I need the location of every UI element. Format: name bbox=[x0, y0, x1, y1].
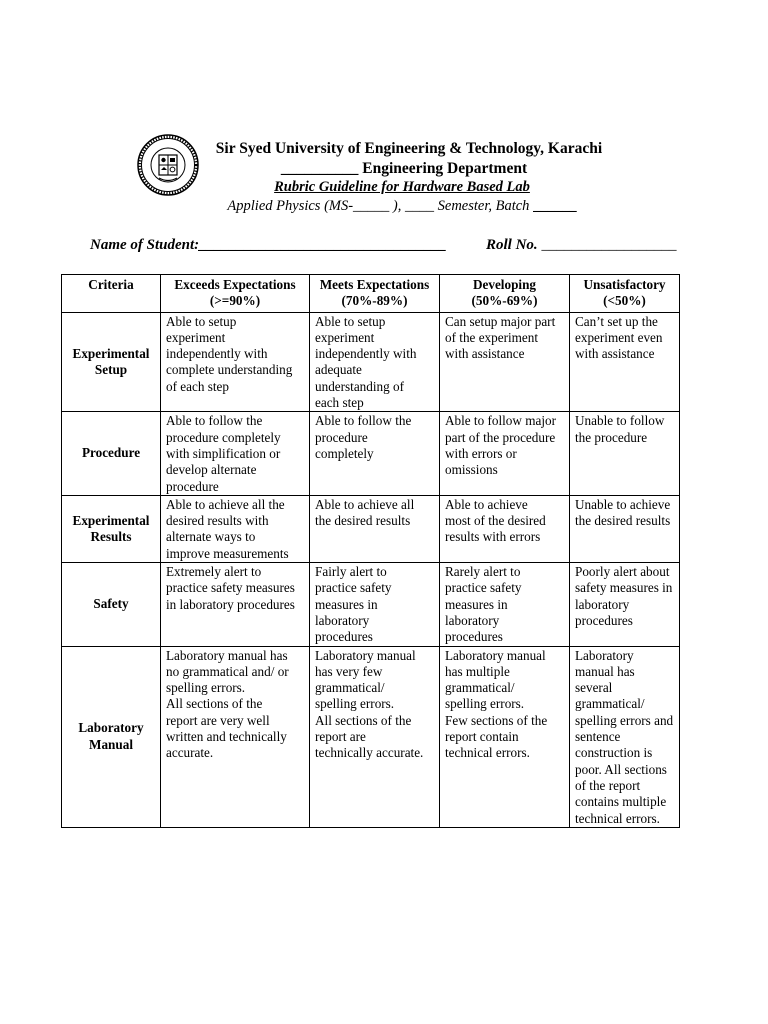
rubric-cell: Able to follow the procedure completely bbox=[310, 412, 440, 495]
header-unsatisfactory: Unsatisfactory (<50%) bbox=[570, 275, 680, 313]
table-row bbox=[62, 646, 680, 827]
rubric-cell: Extremely alert to practice safety measures in laboratory procedures bbox=[161, 563, 310, 646]
batch-blank: ______ bbox=[533, 198, 577, 214]
criteria-cell: Procedure bbox=[62, 412, 161, 495]
roll-number-field bbox=[486, 237, 676, 254]
rubric-cell: Can’t set up the experiment even with assistance bbox=[570, 312, 680, 412]
criteria-cell: Experimental Results bbox=[62, 495, 161, 562]
rubric-cell: Unable to achieve the desired results bbox=[570, 495, 680, 562]
rubric-cell: Rarely alert to practice safety measures in laboratory procedures bbox=[440, 563, 570, 646]
rubric-cell: Laboratory manual has several grammatical/ spelling errors and sentence construction is poor. All sections of the report contains multiple technical errors. bbox=[570, 646, 680, 827]
student-name-label: Name of Student: bbox=[90, 237, 200, 253]
rubric-cell: Able to achieve all the desired results with alternate ways to improve measurements bbox=[161, 495, 310, 562]
header-developing: Developing (50%-69%) bbox=[440, 275, 570, 313]
rubric-cell: Poorly alert about safety measures in laboratory procedures bbox=[570, 563, 680, 646]
rubric-cell: Laboratory manual has multiple grammatical/ spelling errors. Few sections of the report contain technical errors. bbox=[440, 646, 570, 827]
rubric-cell: Able to achieve most of the desired results with errors bbox=[440, 495, 570, 562]
header-meets-expectations: Meets Expectations (70%-89%) bbox=[310, 275, 440, 313]
header-exceeds-expectations: Exceeds Expectations (>=90%) bbox=[161, 275, 310, 313]
rubric-cell: Able to follow the procedure completely with simplification or develop alternate procedure bbox=[161, 412, 310, 495]
rubric-title: Rubric Guideline for Hardware Based Lab bbox=[274, 179, 530, 195]
table-row bbox=[62, 412, 680, 495]
rubric-cell: Able to setup experiment independently with complete understanding of each step bbox=[161, 312, 310, 412]
rubric-cell: Can setup major part of the experiment with assistance bbox=[440, 312, 570, 412]
roll-number-label: Roll No. bbox=[486, 237, 538, 253]
header-criteria: Criteria bbox=[62, 275, 161, 313]
header-row bbox=[62, 275, 680, 313]
course-line bbox=[0, 198, 768, 215]
course-info: Applied Physics (MS-_____ ), ____ Semester, Batch bbox=[227, 198, 530, 214]
rubric-cell: Laboratory manual has no grammatical and/ or spelling errors. All sections of the report are very well written and technically accurate. bbox=[161, 646, 310, 827]
table-row bbox=[62, 563, 680, 646]
rubric-cell: Fairly alert to practice safety measures in laboratory procedures bbox=[310, 563, 440, 646]
criteria-cell: Safety bbox=[62, 563, 161, 646]
student-name-field bbox=[90, 237, 447, 254]
university-name: Sir Syed University of Engineering & Technology, Karachi bbox=[215, 140, 603, 157]
rubric-cell: Able to setup experiment independently with adequate understanding of each step bbox=[310, 312, 440, 412]
table-row bbox=[62, 495, 680, 562]
rubric-cell: Able to achieve all the desired results bbox=[310, 495, 440, 562]
table-row bbox=[62, 312, 680, 412]
rubric-cell: Unable to follow the procedure bbox=[570, 412, 680, 495]
student-name-blank: _________________________________ bbox=[199, 237, 447, 253]
criteria-cell: Experimental Setup bbox=[62, 312, 161, 412]
rubric-cell: Laboratory manual has very few grammatical/ spelling errors. All sections of the report are technically accurate. bbox=[310, 646, 440, 827]
roll-number-blank: __________________ bbox=[541, 237, 677, 253]
rubric-table bbox=[61, 274, 680, 828]
department-name: __________ Engineering Department bbox=[280, 160, 528, 177]
rubric-cell: Able to follow major part of the procedure with errors or omissions bbox=[440, 412, 570, 495]
criteria-cell: Laboratory Manual bbox=[62, 646, 161, 827]
